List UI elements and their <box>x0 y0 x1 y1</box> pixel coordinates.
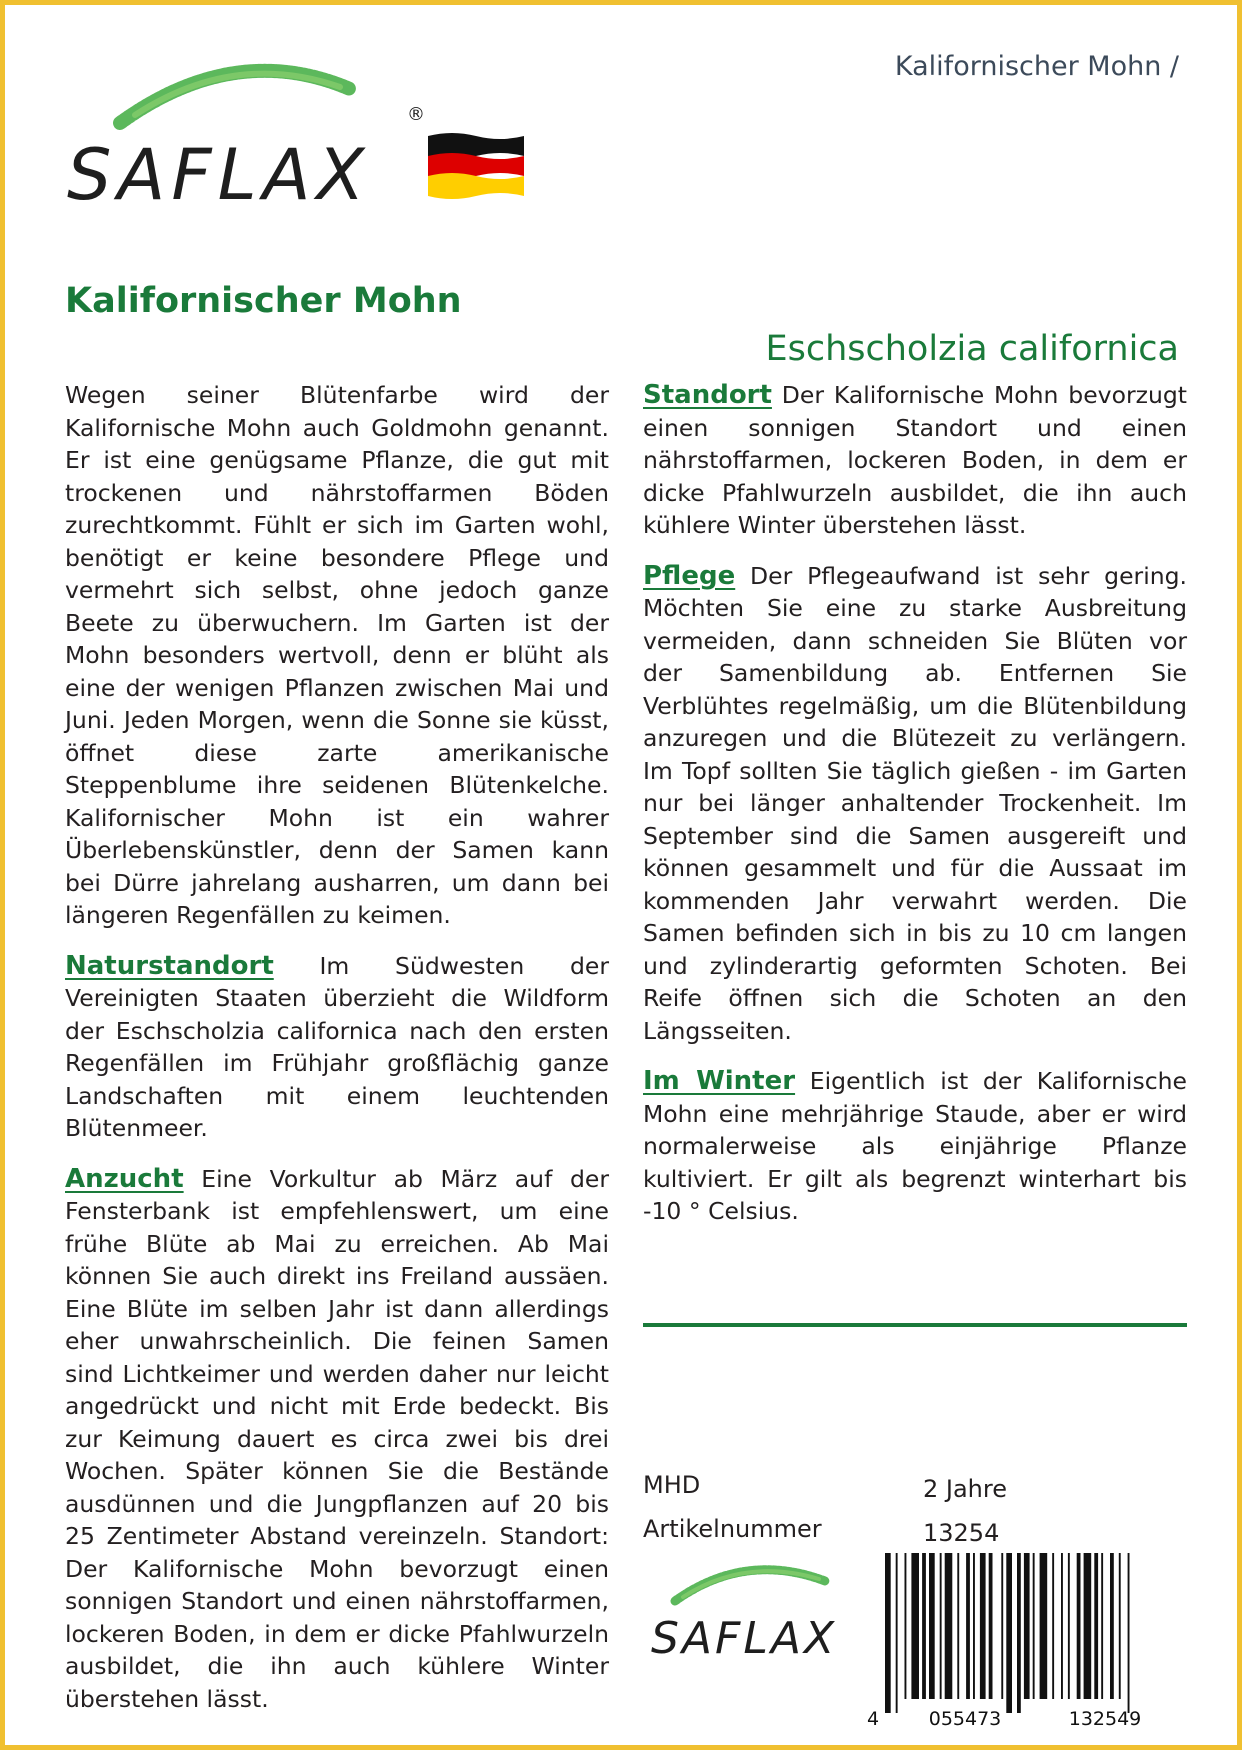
barcode-bar <box>1061 1553 1063 1699</box>
winter-section <box>643 1065 1187 1228</box>
barcode <box>863 1553 1183 1733</box>
standort-section <box>643 379 1187 542</box>
barcode-bars <box>885 1553 1130 1713</box>
barcode-bar <box>966 1553 970 1699</box>
barcode-bar <box>1084 1553 1092 1699</box>
barcode-bar <box>957 1553 959 1699</box>
article-number-value: 13254 <box>923 1519 1000 1547</box>
anzucht-heading: Anzucht <box>65 1163 184 1194</box>
brand-name: SAFLAX <box>67 134 371 215</box>
winter-text: Eigentlich ist der Kalifornische Mohn eine mehrjährige Staude, aber er wird normalerweise als einjährige Pflanze kultiviert. Er gilt als begrenzt winterhart bis -10 ° Celsius. <box>643 1067 1187 1225</box>
pflege-heading: Pflege <box>643 560 736 591</box>
barcode-bar <box>1119 1553 1121 1699</box>
article-number-label: Artikelnummer <box>643 1515 822 1543</box>
saflax-logo-small <box>645 1553 863 1671</box>
barcode-group-right: 132549 <box>1068 1708 1142 1730</box>
barcode-bar <box>945 1553 953 1699</box>
barcode-bar <box>1068 1553 1070 1699</box>
barcode-digit-first: 4 <box>867 1708 880 1730</box>
barcode-bar <box>1128 1553 1130 1713</box>
barcode-bar <box>973 1553 975 1699</box>
naturstandort-section <box>65 950 609 1145</box>
latin-name: Eschscholzia californica <box>765 329 1179 369</box>
product-title: Kalifornischer Mohn <box>65 281 462 321</box>
mhd-value: 2 Jahre <box>923 1475 1007 1503</box>
standort-heading: Standort <box>643 380 772 410</box>
mhd-label: MHD <box>643 1471 701 1499</box>
barcode-bar <box>1017 1553 1021 1713</box>
barcode-bar <box>1006 1553 1012 1713</box>
barcode-bar <box>980 1553 986 1699</box>
barcode-bar <box>911 1553 919 1699</box>
barcode-bar <box>929 1553 935 1699</box>
registered-mark: ® <box>407 104 425 125</box>
naturstandort-text: Im Südwesten der Vereinigten Staaten überzieht die Wildform der Eschscholzia californica nach den ersten Regenfällen im Frühjahr großflächig ganze Landschaften mit einem leuchtenden Blütenmeer. <box>65 951 609 1142</box>
pflege-section <box>643 560 1187 1048</box>
anzucht-section <box>65 1163 609 1716</box>
anzucht-text: Eine Vorkultur ab März auf der Fensterbank ist empfehlenswert, um eine frühe Blüte ab Mai zu erreichen. Ab Mai können Sie auch direkt ins Freiland aussäen. Eine Blüte im selben Jahr ist dann allerdings eher unwahrscheinlich. Die feinen Samen sind Lichtkeimer und werden daher nur leicht angedrückt und nicht mit Erde bedeckt. Bis zur Keimung dauert es circa zwei bis drei Wochen. Später können Sie die Bestände ausdünnen und die Jungpflanzen auf 20 bis 25 Zentimeter Abstand vereinzeln. Standort: Der Kalifornische Mohn bevorzugt einen sonnigen Standort und einen nährstoffarmen, lockeren Boden, in dem er dicke Pfahlwurzeln ausbildet, die ihn auch kühlere Winter überstehen lässt. <box>65 1164 609 1713</box>
barcode-bar <box>1024 1553 1030 1699</box>
barcode-bar <box>1001 1553 1003 1699</box>
barcode-bar <box>922 1553 926 1699</box>
barcode-bar <box>940 1553 942 1699</box>
german-flag-icon <box>428 132 524 200</box>
barcode-bar <box>1094 1553 1098 1699</box>
right-column <box>643 379 1187 1246</box>
barcode-bar <box>1101 1553 1103 1699</box>
barcode-bar <box>905 1553 907 1699</box>
barcode-bar <box>896 1553 898 1713</box>
barcode-bar <box>1033 1553 1035 1699</box>
barcode-bar <box>1110 1553 1114 1699</box>
header-path: Kalifornischer Mohn / <box>894 51 1179 82</box>
standort-text: Der Kalifornische Mohn bevorzugt einen sonnigen Standort und einen nährstoffarmen, lockeren Boden, in dem er dicke Pfahlwurzeln ausbildet, die ihn auch kühlere Winter überstehen lässt. <box>643 381 1187 539</box>
pflege-text: Der Pflegeaufwand ist sehr gering. Möchten Sie eine zu starke Ausbreitung vermeiden, dann schneiden Sie Blüten vor der Samenbildung ab. Entfernen Sie Verblühtes regelmäßig, um die Blütenbildung anzuregen und die Blütezeit zu verlängern. Im Topf sollten Sie täglich gießen - im Garten nur bei länger anhaltender Trockenheit. Im September sind die Samen ausgereift und können gesammelt und für die Aussaat im kommenden Jahr verwahrt werden. Die Samen befinden sich in bis zu 10 cm langen und zylinderartig geformten Schoten. Bei Reife öffnen sich die Schoten an den Längsseiten. <box>643 561 1187 1045</box>
barcode-bar <box>1040 1553 1048 1699</box>
intro-paragraph: Wegen seiner Blütenfarbe wird der Kalifornische Mohn auch Goldmohn genannt. Er ist eine genügsame Pflanze, die gut mit trockenen und nährstoffarmen Böden zurechtkommt. Fühlt er sich im Garten wohl, benötigt er keine besondere Pflege und vermehrt sich selbst, ohne jedoch ganze Beete zu überwuchern. Im Garten ist der Mohn besonders wertvoll, denn er blüht als eine der wenigen Pflanzen zwischen Mai und Juni. Jeden Morgen, wenn die Sonne sie küsst, öffnet diese zarte amerikanische Steppenblume ihre seidenen Blütenkelche. Kalifornischer Mohn ist ein wahrer Überlebenskünstler, denn der Samen kann bei Dürre jahrelang ausharren, um dann bei längeren Regenfällen zu keimen. <box>65 381 609 929</box>
barcode-bar <box>989 1553 993 1699</box>
brand-name-small: SAFLAX <box>651 1613 838 1664</box>
saflax-logo <box>65 45 485 215</box>
section-divider <box>643 1323 1187 1327</box>
naturstandort-heading: Naturstandort <box>65 950 274 981</box>
barcode-bar <box>885 1553 891 1713</box>
barcode-bar <box>1077 1553 1081 1699</box>
winter-heading: Im Winter <box>643 1066 796 1096</box>
barcode-group-left: 055473 <box>928 1708 1002 1730</box>
barcode-bar <box>1052 1553 1054 1699</box>
left-column <box>65 379 609 1733</box>
